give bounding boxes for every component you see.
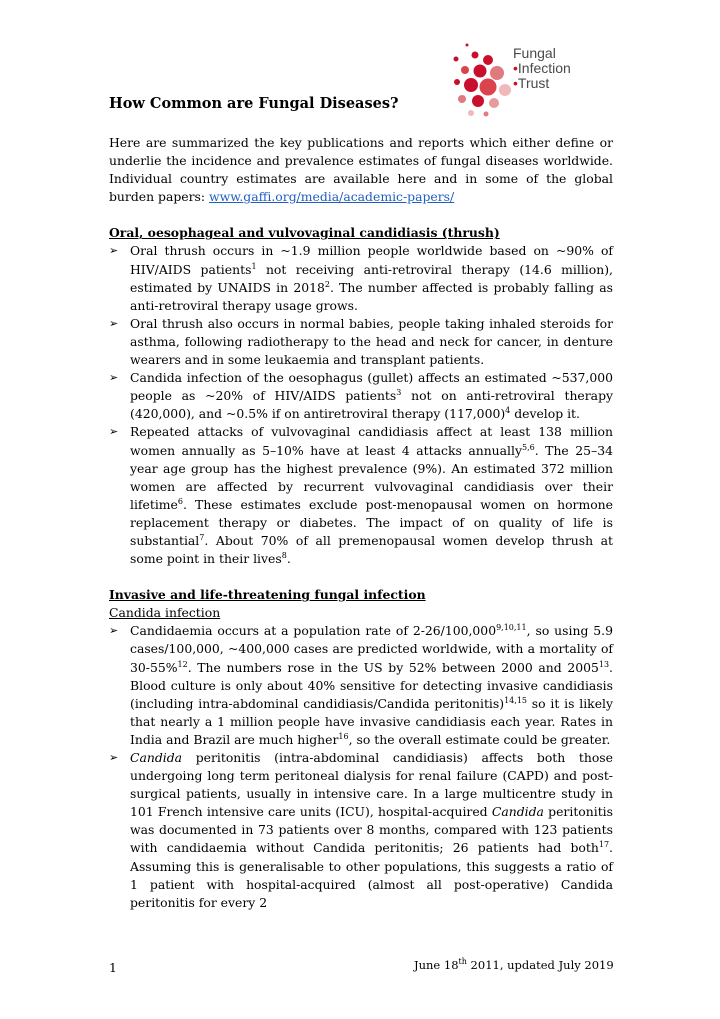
academic-papers-link[interactable]: www.gaffi.org/media/academic-papers/ [209, 189, 455, 205]
arrow-bullet-icon: ➢ [109, 371, 119, 385]
page-number: 1 [109, 960, 117, 975]
arrow-bullet-icon: ➢ [109, 425, 119, 439]
logo-text [513, 46, 571, 91]
list-item: ➢ Oral thrush occurs in ~1.9 million people worldwide based on ~90% of HIV/AIDS patients$^1$ not receiving anti-retroviral therapy (14.6 million), estimated by UNAIDS in 2018$^2$. The number affected is probably falling as anti-retroviral therapy usage grows. [109, 243, 613, 313]
candida-infection-subheading: Candida infection [109, 605, 221, 621]
section-oral-candidiasis-list [109, 242, 613, 568]
arrow-bullet-icon: ➢ [109, 316, 119, 330]
arrow-bullet-icon: ➢ [109, 751, 119, 764]
section-invasive-infection-heading: Invasive and life-threatening fungal infection [109, 587, 426, 603]
section-oral-candidiasis-heading: Oral, oesophageal and vulvovaginal candidiasis (thrush) [109, 225, 500, 241]
arrow-bullet-icon: ➢ [109, 244, 119, 258]
list-item: ➢ Oral thrush also occurs in normal babies, people taking inhaled steroids for asthma, following radiotherapy to the head and neck for cancer, in denture wearers and in some leukaemia and transplant patients. [109, 315, 613, 368]
logo-line-1: Fungal [513, 45, 556, 61]
arrow-bullet-icon: ➢ [109, 624, 119, 638]
list-item: ➢ Candida infection of the oesophagus (gullet) affects an estimated ~537,000 people as ~20% of HIV/AIDS patients$^3$ not on anti-retroviral therapy (420,000), and ~0.5% if on antiretroviral therapy $(117,000)^4$ develop it. [109, 370, 614, 422]
logo-line-3: •Trust [513, 75, 550, 91]
document-body [109, 94, 613, 912]
footer-date: June 18th 2011, updated July 2019 [414, 957, 614, 972]
list-item: ➢ Repeated attacks of vulvovaginal candidiasis affect at least 138 million women annually as 5–10% have at least 4 attacks annually$^{5,6}$. The 25–34 year age group has the highest prevalence (9%). An estimated 372 million women are affected by recurrent vulvovaginal candidiasis over their lifetime$^6$. These estimates exclude post-menopausal women on hormone replacement therapy or diabetes. The impact of on quality of life is substantial$^7$. About 70% of all premenopausal women develop thrush at some point in their lives$^8$. [109, 424, 614, 567]
list-item: ➢ Candida peritonitis (intra-abdominal candidiasis) affects both those undergoing long term peritoneal dialysis for renal failure (CAPD) and post-surgical patients, usually in intensive care. In a large multicentre study in 101 French intensive care units (ICU), hospital-acquired Candida peritonitis was documented in 73 patients over 8 months, compared with 123 patients with candidaemia without Candida peritonitis; 26 patients had both$^{17}$. Assuming this is generalisable to other populations, this suggests a ratio of 1 patient with hospital-acquired (almost all post-operative) Candida peritonitis for every 2 [109, 750, 613, 910]
list-item: ➢ Candidaemia occurs at a population rate of 2-26/100,000$^{9,10,11}$, so using 5.9 cases/100,000, ~400,000 cases are predicted worldwide, with a mortality of 30-55%$^{12}$. The numbers rose in the US by 52% between 2000 and 2005$^{13}$. Blood culture is only about 40% sensitive for detecting invasive candidiasis (including intra-abdominal candidiasis/Candida peritonitis)$^{14,15}$ so it is likely that nearly a 1 million people have invasive candidiasis each year. Rates in India and Brazil are much higher$^{16}$, so the overall estimate could be greater. [109, 623, 613, 747]
page-title: How Common are Fungal Diseases? [109, 95, 399, 112]
intro-paragraph: Here are summarized the key publications and reports which either define or underlie the incidence and prevalence estimates of fungal diseases worldwide. Individual country estimates are available here and in some of the global burden papers: www.gaffi.org/media/academic-papers/ [109, 135, 613, 205]
section-invasive-infection-list [109, 622, 613, 912]
logo-line-2: •Infection [513, 60, 571, 76]
